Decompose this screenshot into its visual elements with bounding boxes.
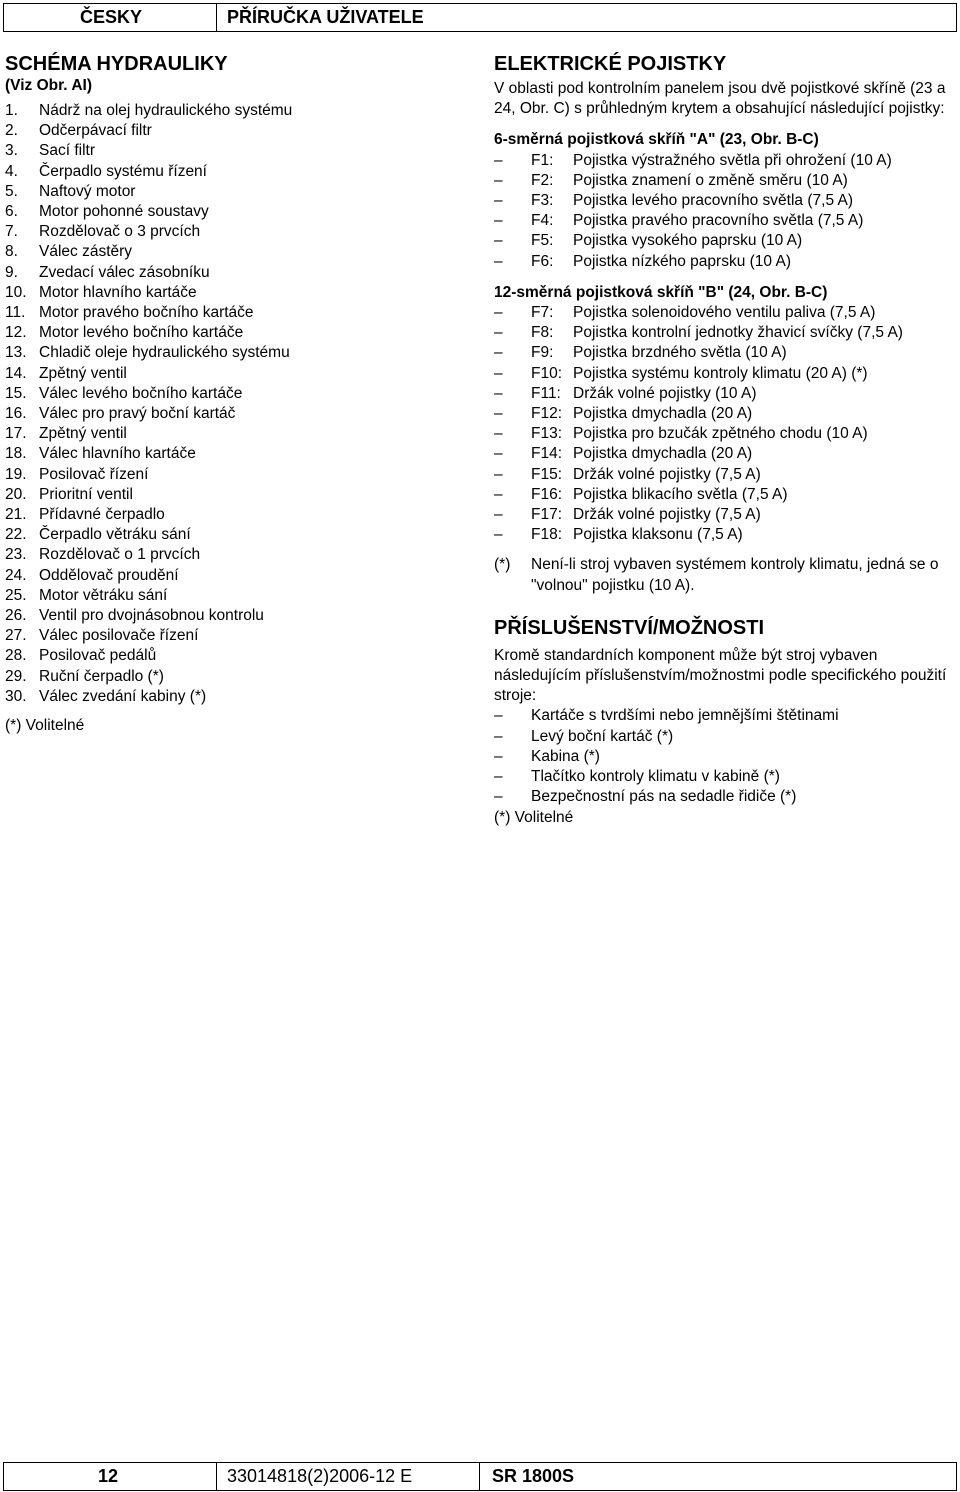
list-item [5, 646, 445, 666]
item-text: Nádrž na olej hydraulického systému [39, 102, 293, 119]
item-number: 14. [5, 364, 27, 382]
item-text: Rozdělovač o 1 prvcích [39, 546, 201, 564]
hydraulics-subtitle: (Viz Obr. AI) [5, 77, 92, 94]
fuse-code: F14: [531, 445, 563, 463]
fuse-code: F5: [531, 232, 554, 250]
fuse-text: Pojistka klaksonu (7,5 A) [573, 526, 743, 544]
item-number: 22. [5, 526, 27, 544]
item-text: Posilovač pedálů [39, 647, 157, 665]
fuse-text: Pojistka znamení o změně směru (10 A) [573, 171, 848, 189]
fuse-item [494, 404, 954, 424]
fuse-item [494, 323, 954, 343]
footer-doc-text: 33014818(2)2006-12 E [227, 1466, 413, 1486]
dash-bullet: – [494, 506, 503, 524]
item-number: 25. [5, 586, 27, 604]
item-text: Válec levého bočního kartáče [39, 384, 243, 402]
item-number: 23. [5, 546, 27, 564]
accessories-note: (*) Volitelné [494, 808, 574, 826]
fuse-text: Pojistka solenoidového ventilu paliva (7,5 A) [573, 304, 876, 322]
item-number: 1. [5, 102, 18, 119]
item-number: 16. [5, 405, 27, 423]
dash-bullet: – [494, 707, 503, 725]
item-number: 27. [5, 627, 27, 645]
dash-bullet: – [494, 212, 503, 230]
item-number: 15. [5, 384, 27, 402]
fuse-text: Pojistka brzdného světla (10 A) [573, 344, 787, 362]
dash-bullet: – [494, 485, 503, 503]
footnote-text: Není-li stroj vybaven systémem kontroly klimatu, jedná se o "volnou" pojistku (10 A). [531, 556, 939, 594]
item-text: Motor pravého bočního kartáče [39, 304, 254, 322]
accessory-item [494, 706, 954, 726]
list-item [5, 626, 445, 646]
item-text: Přídavné čerpadlo [39, 506, 165, 524]
item-number: 12. [5, 324, 27, 342]
item-text: Motor větráku sání [39, 586, 168, 604]
fuses-section [494, 52, 954, 828]
item-number: 10. [5, 283, 27, 301]
fuse-item [494, 465, 954, 485]
fuse-text: Držák volné pojistky (7,5 A) [573, 465, 761, 483]
item-number: 28. [5, 647, 27, 665]
item-text: Válec pro pravý boční kartáč [39, 405, 236, 423]
fuse-code: F12: [531, 405, 563, 423]
fuse-code: F3: [531, 192, 554, 210]
list-item [5, 606, 445, 626]
header-language-text: ČESKY [80, 7, 143, 27]
fuse-code: F15: [531, 465, 563, 483]
item-text: Ventil pro dvojnásobnou kontrolu [39, 607, 264, 625]
item-number: 2. [5, 122, 18, 140]
item-text: Válec posilovače řízení [39, 627, 199, 645]
item-text: Motor levého bočního kartáče [39, 324, 244, 342]
item-text: Chladič oleje hydraulického systému [39, 344, 290, 362]
list-item [5, 323, 445, 343]
fuse-item [494, 444, 954, 464]
list-item [5, 283, 445, 303]
fuse-text: Pojistka systému kontroly klimatu (20 A) (*) [573, 364, 868, 382]
fuse-item [494, 384, 954, 404]
item-text: Posilovač řízení [39, 465, 149, 483]
footer-doc-code [216, 1462, 480, 1491]
footer-model-text: SR 1800S [492, 1466, 575, 1486]
fuse-item [494, 364, 954, 384]
list-item [5, 384, 445, 404]
hydraulics-list [5, 101, 445, 707]
accessories-intro: Kromě standardních komponent může být stroj vybaven následujícím příslušenstvím/možnostmi podle specifického použití stroje: [494, 646, 947, 705]
item-text: Rozdělovač o 3 prvcích [39, 223, 201, 241]
fuse-text: Pojistka dmychadla (20 A) [573, 445, 753, 463]
list-item [5, 525, 445, 545]
dash-bullet: – [494, 747, 503, 765]
fuse-item [494, 505, 954, 525]
fuse-code: F17: [531, 506, 563, 524]
item-number: 29. [5, 667, 27, 685]
fuses-title: ELEKTRICKÉ POJISTKY [494, 53, 727, 75]
list-item [5, 141, 445, 161]
fuse-item [494, 151, 954, 171]
fuses-footnote [494, 555, 954, 595]
list-item [5, 687, 445, 707]
dash-bullet: – [494, 344, 503, 362]
fuse-item [494, 525, 954, 545]
fuse-code: F18: [531, 526, 563, 544]
dash-bullet: – [494, 768, 503, 786]
item-text: Čerpadlo větráku sání [39, 526, 191, 544]
item-number: 5. [5, 182, 18, 200]
dash-bullet: – [494, 425, 503, 443]
list-item [5, 242, 445, 262]
accessory-text: Tlačítko kontroly klimatu v kabině (*) [531, 768, 780, 786]
item-number: 7. [5, 223, 18, 241]
footer-page-number [3, 1462, 217, 1491]
list-item [5, 485, 445, 505]
footnote-mark: (*) [494, 556, 511, 574]
dash-bullet: – [494, 252, 503, 270]
header-title [216, 3, 957, 32]
list-item [5, 667, 445, 687]
fuse-box-b-title: 12-směrná pojistková skříň "B" (24, Obr. B-C) [494, 283, 828, 301]
dash-bullet: – [494, 232, 503, 250]
item-text: Odčerpávací filtr [39, 122, 152, 140]
fuse-code: F8: [531, 324, 554, 342]
fuse-code: F9: [531, 344, 554, 362]
accessory-item [494, 767, 954, 787]
item-number: 3. [5, 142, 18, 160]
list-item [5, 222, 445, 242]
fuse-code: F16: [531, 485, 563, 503]
fuse-code: F13: [531, 425, 563, 443]
accessory-text: Kartáče s tvrdšími nebo jemnějšími štětinami [531, 707, 839, 725]
item-number: 13. [5, 344, 27, 362]
item-number: 30. [5, 687, 27, 705]
dash-bullet: – [494, 364, 503, 382]
fuse-text: Držák volné pojistky (7,5 A) [573, 506, 761, 524]
accessory-item [494, 787, 954, 807]
item-text: Zpětný ventil [39, 425, 127, 443]
dash-bullet: – [494, 384, 503, 402]
item-number: 20. [5, 485, 27, 503]
accessories-list [494, 706, 954, 807]
fuse-text: Pojistka vysokého paprsku (10 A) [573, 232, 803, 250]
fuse-item [494, 211, 954, 231]
item-text: Válec zástěry [39, 243, 133, 261]
fuse-text: Pojistka pro bzučák zpětného chodu (10 A) [573, 425, 868, 443]
fuse-item [494, 171, 954, 191]
hydraulics-section [5, 52, 445, 736]
list-item [5, 121, 445, 141]
list-item [5, 364, 445, 384]
item-text: Prioritní ventil [39, 485, 133, 503]
item-text: Válec hlavního kartáče [39, 445, 196, 463]
accessory-item [494, 727, 954, 747]
list-item [5, 566, 445, 586]
list-item [5, 162, 445, 182]
fuse-item [494, 191, 954, 211]
list-item [5, 303, 445, 323]
fuse-code: F4: [531, 212, 554, 230]
hydraulics-note: (*) Volitelné [5, 717, 85, 735]
fuse-item [494, 303, 954, 323]
fuse-code: F2: [531, 171, 554, 189]
item-text: Naftový motor [39, 182, 136, 200]
fuse-item [494, 485, 954, 505]
fuse-item [494, 252, 954, 272]
fuse-text: Držák volné pojistky (10 A) [573, 384, 757, 402]
footer-page-text: 12 [98, 1466, 119, 1486]
item-text: Čerpadlo systému řízení [39, 162, 207, 180]
fuse-text: Pojistka kontrolní jednotky žhavicí svíčky (7,5 A) [573, 324, 903, 342]
item-number: 19. [5, 465, 27, 483]
fuse-box-b-list [494, 303, 954, 545]
list-item [5, 586, 445, 606]
accessory-item [494, 747, 954, 767]
fuse-text: Pojistka dmychadla (20 A) [573, 405, 753, 423]
list-item [5, 182, 445, 202]
fuse-code: F6: [531, 252, 554, 270]
list-item [5, 444, 445, 464]
item-text: Motor pohonné soustavy [39, 203, 209, 221]
hydraulics-title: SCHÉMA HYDRAULIKY [5, 53, 228, 75]
dash-bullet: – [494, 788, 503, 806]
fuse-text: Pojistka výstražného světla při ohrožení (10 A) [573, 151, 892, 169]
fuse-text: Pojistka levého pracovního světla (7,5 A) [573, 192, 854, 210]
fuse-text: Pojistka pravého pracovního světla (7,5 A) [573, 212, 864, 230]
item-number: 4. [5, 162, 18, 180]
fuse-item [494, 231, 954, 251]
list-item [5, 465, 445, 485]
item-number: 17. [5, 425, 27, 443]
dash-bullet: – [494, 304, 503, 322]
list-item [5, 424, 445, 444]
dash-bullet: – [494, 324, 503, 342]
list-item [5, 202, 445, 222]
item-text: Ruční čerpadlo (*) [39, 667, 164, 685]
fuse-code: F10: [531, 364, 563, 382]
item-number: 21. [5, 506, 27, 524]
item-text: Oddělovač proudění [39, 566, 179, 584]
header-title-text: PŘÍRUČKA UŽIVATELE [227, 7, 424, 27]
fuse-text: Pojistka nízkého paprsku (10 A) [573, 252, 791, 270]
accessory-text: Levý boční kartáč (*) [531, 727, 674, 745]
list-item [5, 545, 445, 565]
item-number: 8. [5, 243, 18, 261]
dash-bullet: – [494, 727, 503, 745]
dash-bullet: – [494, 405, 503, 423]
dash-bullet: – [494, 171, 503, 189]
item-text: Válec zvedání kabiny (*) [39, 687, 207, 705]
dash-bullet: – [494, 151, 503, 169]
list-item [5, 404, 445, 424]
item-number: 9. [5, 263, 18, 281]
list-item [5, 263, 445, 283]
item-number: 6. [5, 203, 18, 221]
fuse-code: F1: [531, 151, 554, 169]
accessory-text: Bezpečnostní pás na sedadle řidiče (*) [531, 788, 797, 806]
dash-bullet: – [494, 445, 503, 463]
list-item [5, 101, 445, 121]
accessory-text: Kabina (*) [531, 747, 600, 765]
accessories-title: PŘÍSLUŠENSTVÍ/MOŽNOSTI [494, 616, 765, 639]
fuse-item [494, 343, 954, 363]
list-item [5, 343, 445, 363]
dash-bullet: – [494, 192, 503, 210]
item-text: Sací filtr [39, 142, 95, 160]
footer-model [479, 1462, 957, 1491]
fuse-box-a-list [494, 151, 954, 272]
item-text: Zvedací válec zásobníku [39, 263, 210, 281]
item-number: 26. [5, 607, 27, 625]
dash-bullet: – [494, 526, 503, 544]
fuse-item [494, 424, 954, 444]
fuse-text: Pojistka blikacího světla (7,5 A) [573, 485, 788, 503]
item-number: 18. [5, 445, 27, 463]
item-number: 24. [5, 566, 27, 584]
item-text: Zpětný ventil [39, 364, 127, 382]
list-item [5, 505, 445, 525]
fuse-code: F11: [531, 384, 561, 402]
header-language [3, 3, 217, 32]
item-number: 11. [5, 304, 26, 322]
fuses-intro: V oblasti pod kontrolním panelem jsou dvě pojistkové skříně (23 a 24, Obr. C) s průhledným krytem a obsahující následující pojistky: [494, 80, 946, 118]
dash-bullet: – [494, 465, 503, 483]
fuse-box-a-title: 6-směrná pojistková skříň "A" (23, Obr. B-C) [494, 131, 819, 149]
item-text: Motor hlavního kartáče [39, 283, 197, 301]
fuse-code: F7: [531, 304, 554, 322]
